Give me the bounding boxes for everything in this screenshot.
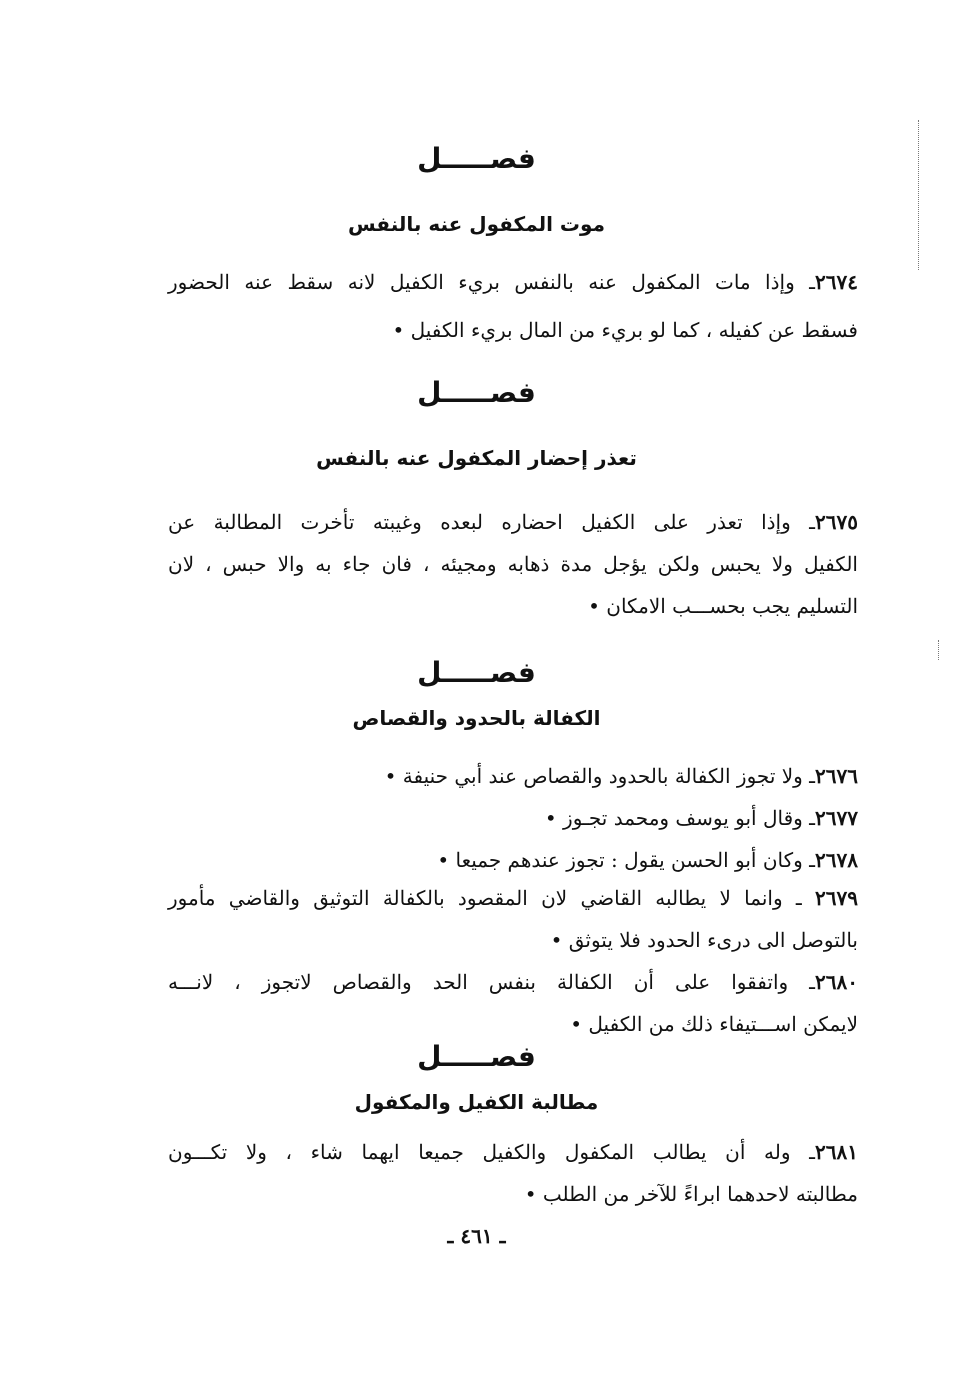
- paragraph-line: التسليم يجب بحســـب الامكان •: [588, 594, 858, 618]
- paragraph-line: [168, 510, 858, 534]
- paragraph-number: ٢٦٧٤: [815, 270, 858, 294]
- paragraph-text: ـ وانما لا يطالبه القاضي لان المقصود بالكفالة التوثيق والقاضي مأمور: [168, 886, 816, 910]
- paragraph-line: الكفيل ولا يحبس ولكن يؤجل مدة ذهابه ومجيئه ، فان جاء به والا حبس ، لان: [168, 552, 858, 576]
- paragraph-number: ٢٦٧٧: [815, 806, 858, 830]
- section-heading: فصـــــل: [417, 376, 536, 409]
- paragraph-line: [545, 806, 858, 830]
- paragraph-text: ـ ولا تجوز الكفالة بالحدود والقصاص عند أبي حنيفة •: [384, 764, 816, 788]
- paragraph-line: لايمكن اســـتيفاء ذلك من الكفيل •: [570, 1012, 858, 1036]
- section-title: الكفالة بالحدود والقصاص: [352, 706, 601, 730]
- page-number: ـ ٤٦١ ـ: [447, 1224, 506, 1248]
- scan-edge-mark: [938, 640, 940, 660]
- section-title: موت المكفول عنه بالنفس: [348, 212, 605, 236]
- paragraph-text: ـ وإذا تعذر على الكفيل احضاره لبعده وغيبته تأخرت المطالبة عن: [168, 510, 816, 534]
- paragraph-line: [168, 886, 858, 910]
- paragraph-text: ـ وإذا مات المكفول عنه بالنفس بريء الكفيل لانه سقط عنه الحضور: [168, 270, 816, 294]
- paragraph-text: ـ وقال أبو يوسف ومحمد تجـوز •: [544, 806, 816, 830]
- section-heading: فصـــــل: [417, 142, 536, 175]
- paragraph-line: [168, 1140, 858, 1164]
- section-title: مطالبة الكفيل والمكفول: [354, 1090, 599, 1114]
- section-title: تعذر إحضار المكفول عنه بالنفس: [316, 446, 637, 470]
- paragraph-number: ٢٦٧٨: [815, 848, 858, 872]
- paragraph-line: [385, 764, 858, 788]
- paragraph-text: ـ وله أن يطالب المكفول والكفيل جميعا ايهما شاء ، ولا تكـــون: [168, 1140, 816, 1164]
- paragraph-number: ٢٦٨٠: [815, 970, 858, 994]
- paragraph-line: [168, 270, 858, 294]
- paragraph-line: فسقط عن كفيله ، كما لو بريء من المال بريء الكفيل •: [392, 318, 858, 342]
- paragraph-number: ٢٦٧٥: [815, 510, 858, 534]
- paragraph-text: ـ واتفقوا على أن الكفالة بنفس الحد والقصاص لاتجوز ، لانـــه: [168, 970, 816, 994]
- paragraph-number: ٢٦٧٩: [815, 886, 858, 910]
- paragraph-number: ٢٦٨١: [815, 1140, 858, 1164]
- paragraph-line: [437, 848, 858, 872]
- paragraph-text: ـ وكان أبو الحسن يقول : تجوز عندهم جميعا •: [437, 848, 816, 872]
- scan-edge-mark: [918, 120, 920, 270]
- paragraph-line: بالتوصل الى درىء الحدود فلا يتوثق •: [550, 928, 858, 952]
- paragraph-line: [168, 970, 858, 994]
- section-heading: فصـــــل: [417, 1040, 536, 1073]
- paragraph-number: ٢٦٧٦: [815, 764, 858, 788]
- paragraph-line: مطالبته لاحدهما ابراءً للآخر من الطلب •: [524, 1182, 858, 1206]
- section-heading: فصـــــل: [417, 656, 536, 689]
